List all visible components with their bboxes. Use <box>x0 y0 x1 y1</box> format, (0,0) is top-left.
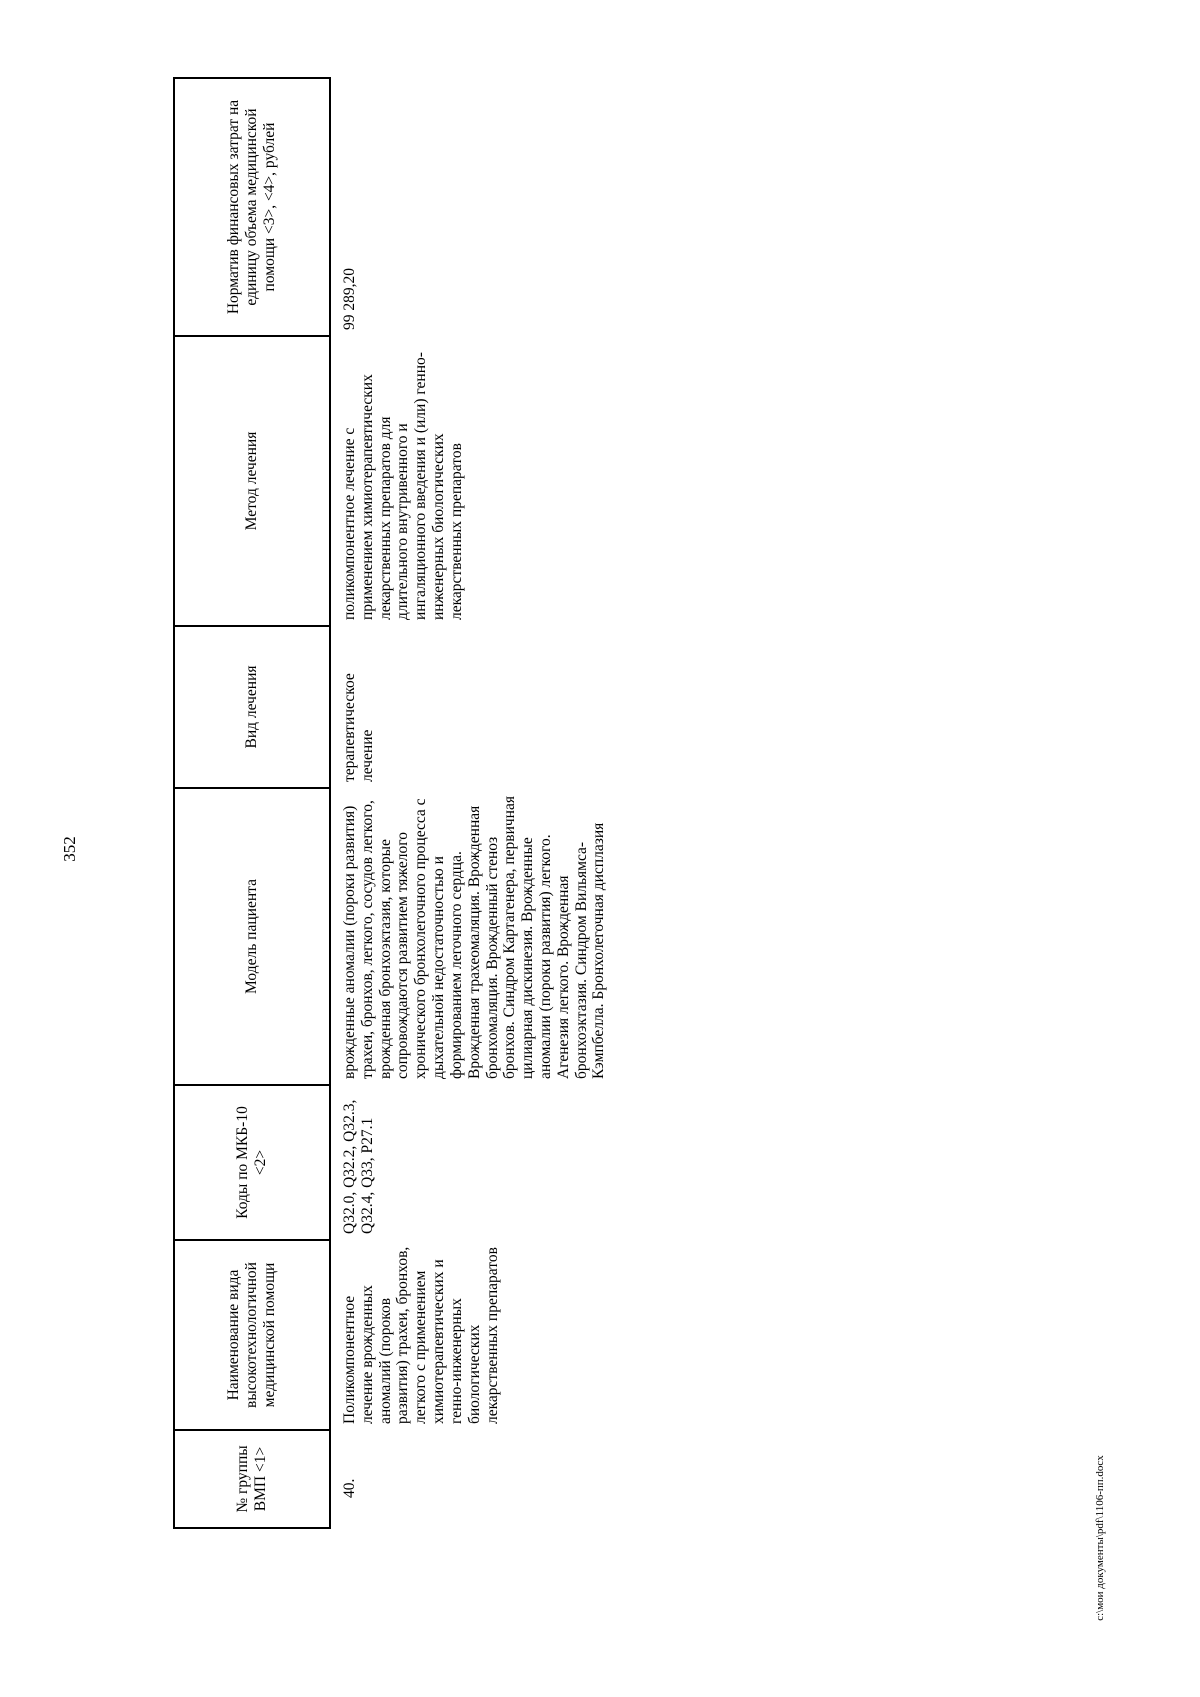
header-treatment-type: Вид лечения <box>174 626 330 788</box>
header-method: Метод лечения <box>174 336 330 626</box>
header-name: Наименование вида высокотехнологичной медицинской помощи <box>174 1240 330 1430</box>
header-model: Модель пациента <box>174 788 330 1085</box>
vmp-table <box>173 77 608 1529</box>
cell-treatment-type: терапевтическое лечение <box>341 673 376 782</box>
table-row <box>330 78 608 1528</box>
header-norm: Норматив финансовых затрат на единицу объема медицинской помощи <3>, <4>, рублей <box>174 78 330 336</box>
cell-model: врожденные аномалии (пороки развития) трахеи, бронхов, легкого, сосудов легкого, врожденная бронхоэктазия, которые сопровождаются развитием тяжелого хронического бронхолегочного процесса с дыхательной недостаточностью и формированием легочного сердца. Врожденная трахеомаляция. Врожденная бронхомаляция. Врожденный стеноз бронхов. Синдром Картагенера, первичная цилиарная дискинезия. Врожденные аномалии (пороки развития) легкого. Агенезия легкого. Врожденная бронхоэктазия. Синдром Вильямса-Кэмпбелла. Бронхолегочная дисплазия <box>341 796 608 1079</box>
footer-file-path: c:\мои документы\pdf\1106-пп.docx <box>1094 1455 1106 1621</box>
header-codes: Коды по МКБ-10 <2> <box>174 1085 330 1240</box>
cell-group: 40. <box>341 1478 358 1498</box>
page-number: 352 <box>60 836 79 862</box>
cell-name: Поликомпонентное лечение врожденных аномалий (пороков развития) трахеи, бронхов, легкого с применением химиотерапевтических и генно-инженерных биологических лекарственных препаратов <box>341 1246 501 1424</box>
cell-codes: Q32.0, Q32.2, Q32.3, Q32.4, Q33, P27.1 <box>341 1099 376 1234</box>
table-header-row <box>174 78 330 1528</box>
header-group: № группы ВМП <1> <box>174 1430 330 1528</box>
cell-method: поликомпонентное лечение с применением химиотерапевтических лекарственных препаратов для длительного внутривенного и ингаляционного введения и (или) генно-инженерных биологических лекарственных препаратов <box>341 352 465 620</box>
cell-norm: 99 289,20 <box>341 268 358 330</box>
